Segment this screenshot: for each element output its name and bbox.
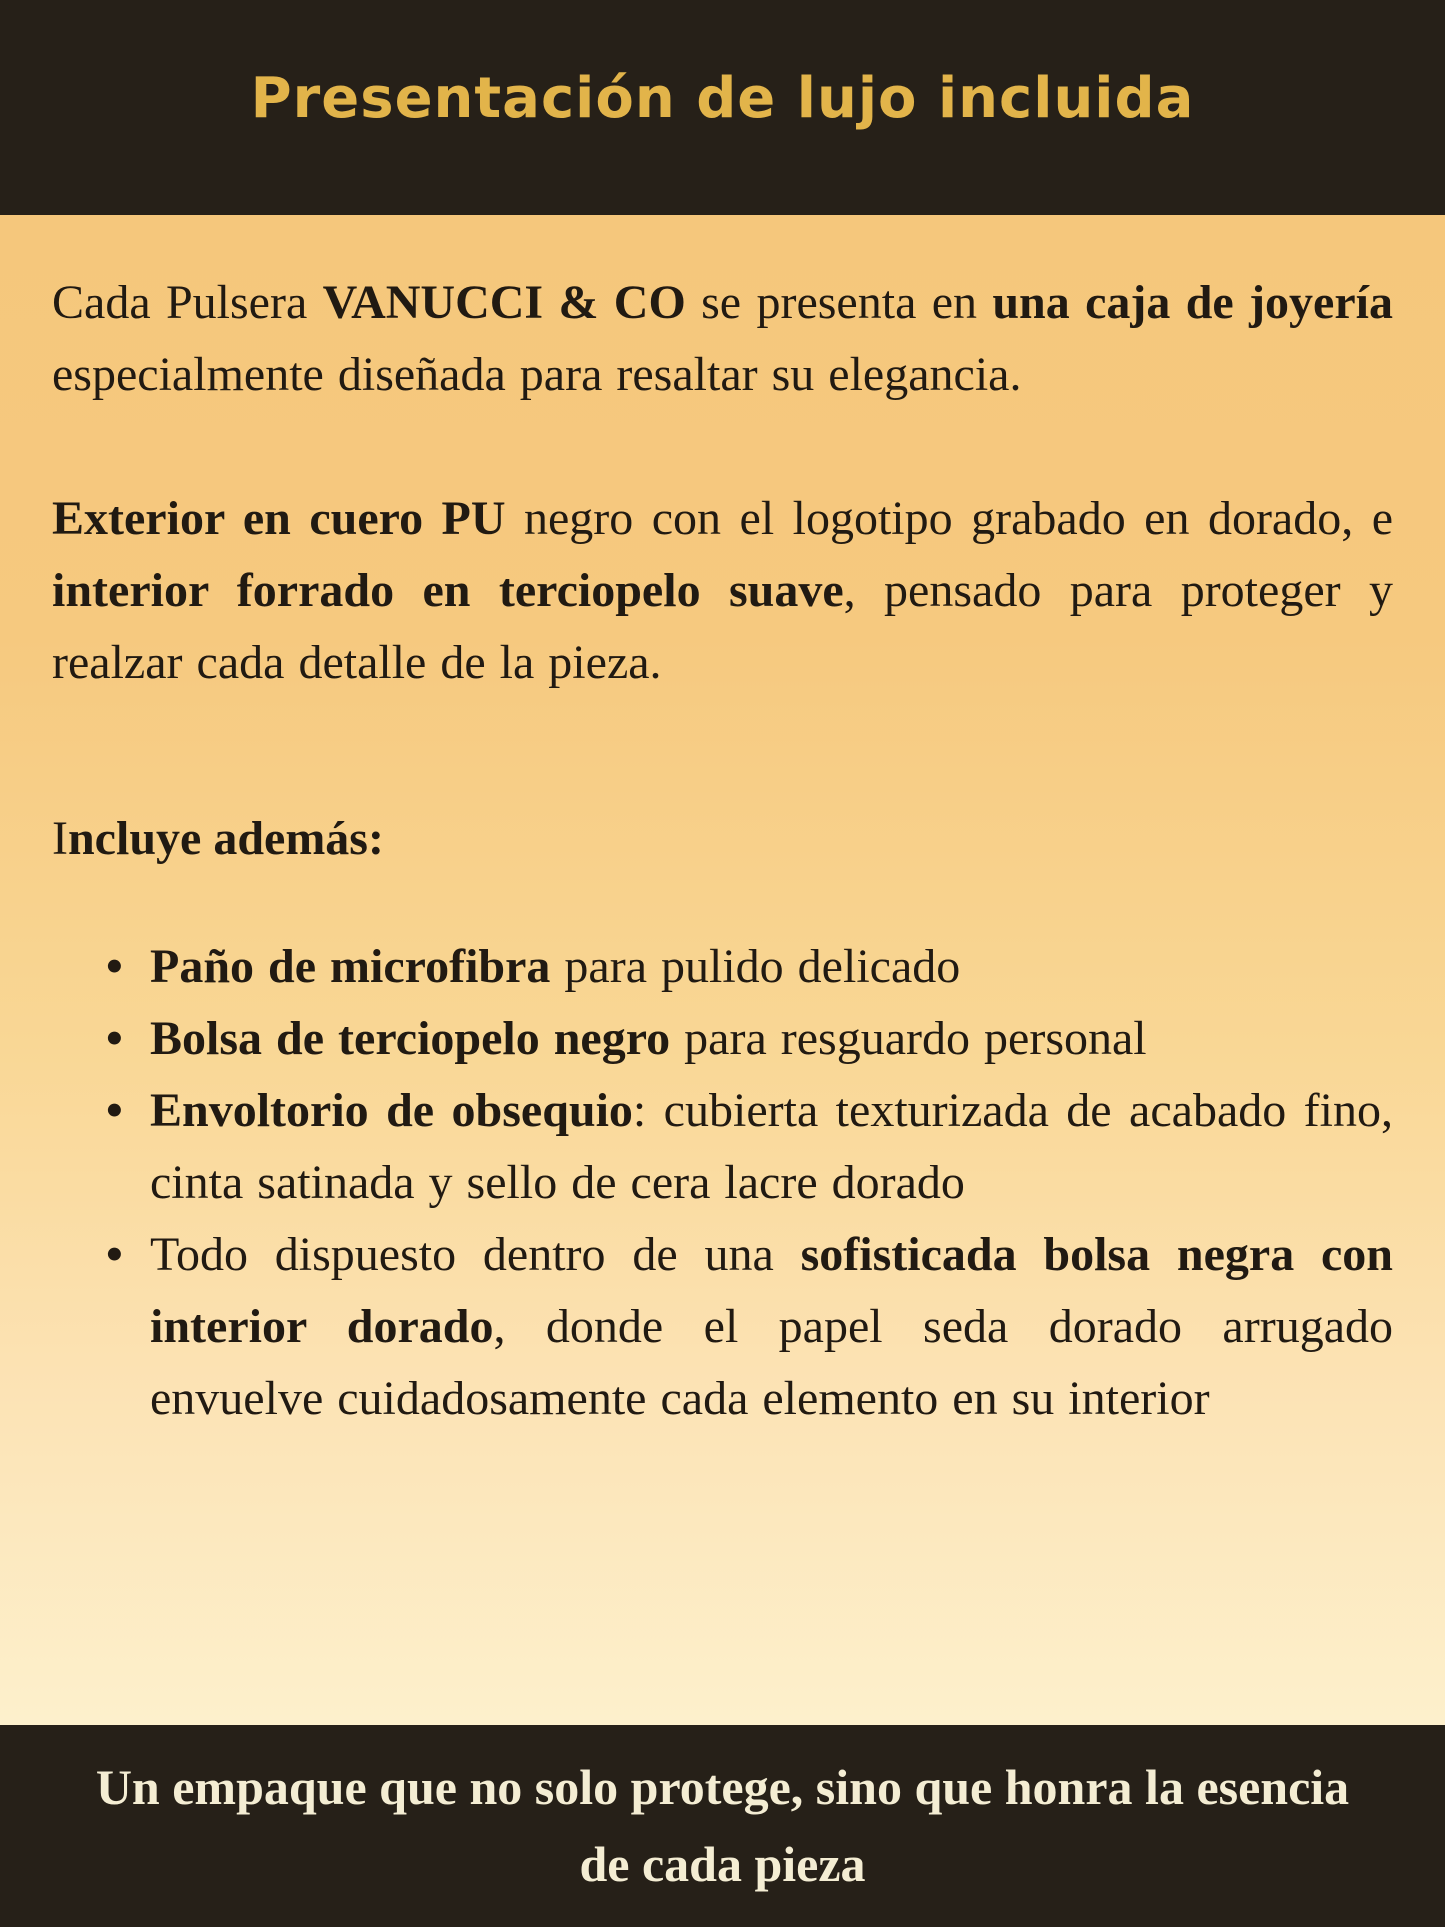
list-item-text: Envoltorio de obsequio: cubierta texturizada de acabado fino, cinta satinada y sello de cera lacre dorado [150,1084,1393,1209]
exterior-paragraph: Exterior en cuero PU negro con el logotipo grabado en dorado, e interior forrado en terciopelo suave, pensado para proteger y realzar cada detalle de la pieza. [52,492,1393,689]
body-content [0,215,1445,1725]
footer-band [0,1725,1445,1927]
includes-list [52,931,1393,1435]
bullet-icon: • [106,940,123,993]
list-item [106,1075,1393,1219]
includes-heading: Incluye además: [52,812,384,865]
page-title: Presentación de lujo incluida [250,66,1195,131]
list-item [106,1003,1393,1075]
list-item [106,1219,1394,1435]
bullet-icon: • [106,1084,123,1137]
bullet-icon: • [106,1012,123,1065]
list-item-text: Todo dispuesto dentro de una sofisticada bolsa negra con interior dorado, donde el papel seda dorado arrugado envuelve cuidadosamente cada elemento en su interior [150,1228,1394,1425]
list-item-text: Bolsa de terciopelo negro para resguardo personal [150,1012,1147,1065]
footer-text: Un empaque que no solo protege, sino que honra la esencia de cada pieza [95,1758,1350,1892]
list-item-text: Paño de microfibra para pulido delicado [150,940,961,993]
header-band [0,0,1445,215]
bullet-icon: • [106,1228,123,1281]
intro-paragraph: Cada Pulsera VANUCCI & CO se presenta en una caja de joyería especialmente diseñada para resaltar su elegancia. [52,276,1393,401]
list-item [106,931,1393,1003]
